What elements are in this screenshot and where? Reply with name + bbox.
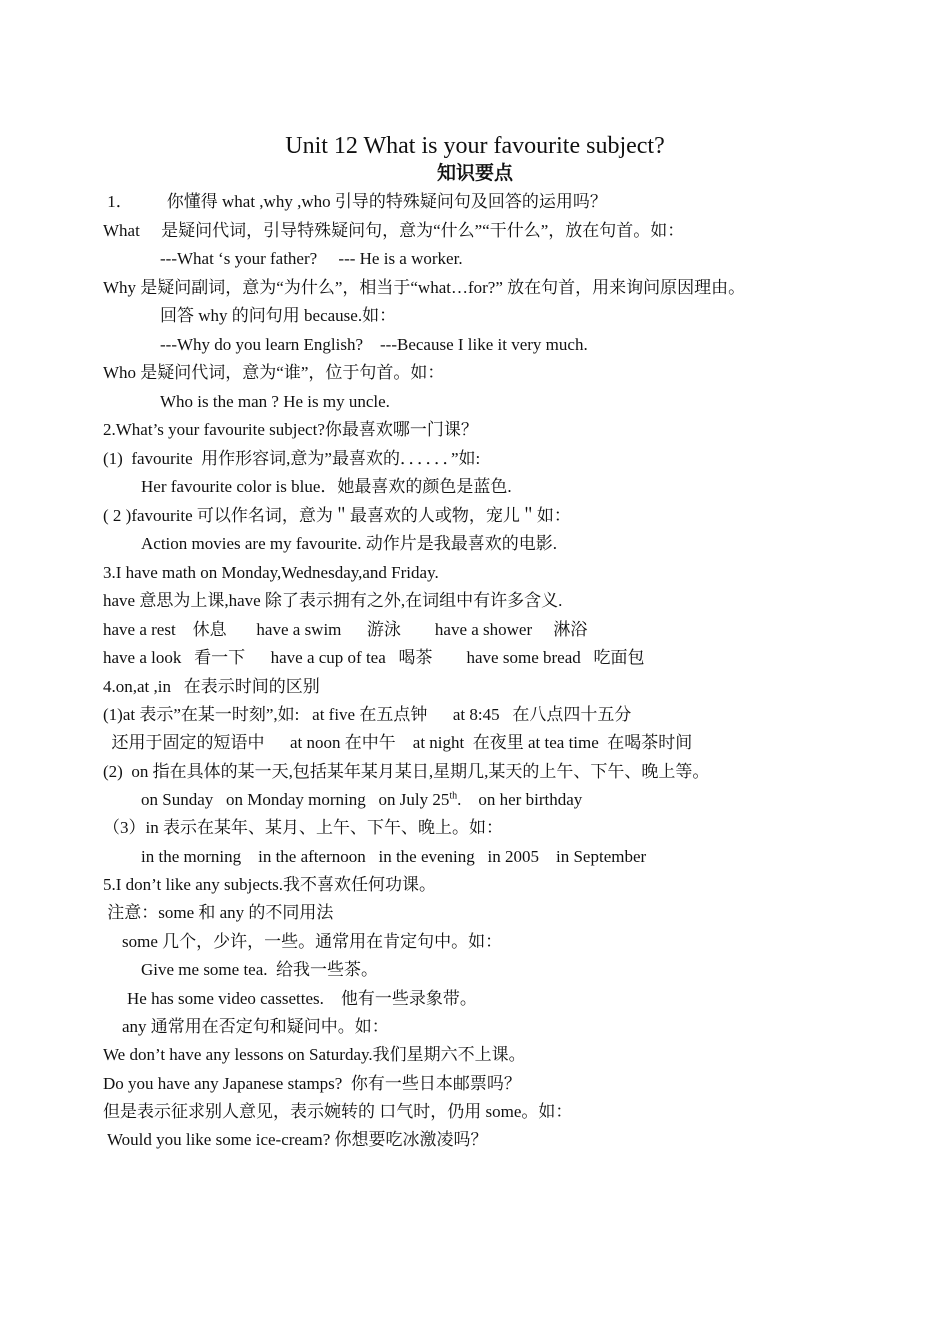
text-line: 2.What’s your favourite subject?你最喜欢哪一门课？ [103, 420, 478, 439]
text-line: He has some video cassettes. 他有一些录象带。 [127, 989, 477, 1008]
text-line: 5.I don’t like any subjects.我不喜欢任何功课。 [103, 875, 437, 894]
text-line: (2) on 指在具体的某一天,包括某年某月某日,星期几,某天的上午、下午、晚上等。 [103, 762, 710, 781]
text-line: Who is the man ? He is my uncle. [160, 392, 390, 411]
text-line: Who 是疑问代词，意为“谁”，位于句首。如： [103, 363, 445, 382]
text-line: What 是疑问代词，引导特殊疑问句，意为“什么”“干什么”，放在句首。如： [103, 221, 685, 240]
text-line: 回答 why 的问句用 because.如： [160, 306, 397, 325]
text-line: Do you have any Japanese stamps? 你有一些日本邮票吗？ [103, 1074, 521, 1093]
text-line: 还用于固定的短语中 at noon 在中午 at night 在夜里 at tea time 在喝茶时间 [103, 733, 693, 752]
text-line: in the morning in the afternoon in the evening in 2005 in September [141, 847, 647, 866]
text-line: 3.I have math on Monday,Wednesday,and Friday. [103, 563, 439, 582]
text-line: Her favourite color is blue．她最喜欢的颜色是蓝色. [141, 477, 512, 496]
text-line: (1) favourite 用作形容词,意为”最喜欢的．．．．．．”如: [103, 449, 481, 468]
text-line: 但是表示征求别人意见，表示婉转的 口气时，仍用 some。如： [103, 1102, 573, 1121]
text-line: （3）in 表示在某年、某月、上午、下午、晚上。如： [103, 818, 503, 837]
text-line: Why 是疑问副词，意为“为什么”，相当于“what…for?” 放在句首，用来询问原因理由。 [103, 278, 746, 297]
text-line: 注意：some 和 any 的不同用法 [103, 903, 334, 922]
text-line: have a rest 休息 have a swim 游泳 have a shower 淋浴 [103, 620, 588, 639]
text-line: 4.on,at ,in 在表示时间的区别 [103, 677, 320, 696]
text-line: ---Why do you learn English? ---Because I like it very much. [160, 335, 588, 354]
text-line: ( 2 )favourite 可以作名词，意为＂最喜欢的人或物，宠儿＂如： [103, 506, 571, 525]
text-line: Give me some tea. 给我一些茶。 [141, 960, 379, 979]
document-title: Unit 12 What is your favourite subject? [285, 133, 665, 159]
text-line: have 意思为上课,have 除了表示拥有之外,在词组中有许多含义. [103, 591, 563, 610]
text-line: (1)at 表示”在某一时刻”,如: at five 在五点钟 at 8:45 在八点四十五分 [103, 705, 632, 724]
text-line: any 通常用在否定句和疑问中。如： [122, 1017, 389, 1036]
text-line: ---What ‘s your father? --- He is a worker. [160, 249, 463, 268]
document-subtitle: 知识要点 [436, 162, 513, 184]
text-line-tail: . on her birthday [457, 790, 583, 809]
ordinal-superscript: th [449, 790, 458, 802]
text-line: 1． 你懂得 what ,why ,who 引导的特殊疑问句及回答的运用吗？ [103, 192, 607, 211]
text-line: Action movies are my favourite. 动作片是我最喜欢的电影. [141, 534, 557, 553]
text-line [141, 788, 582, 812]
text-line: We don’t have any lessons on Saturday.我们星期六不上课。 [103, 1045, 526, 1064]
text-line: some 几个，少许，一些。通常用在肯定句中。如： [122, 932, 503, 951]
text-line: have a look 看一下 have a cup of tea 喝茶 have some bread 吃面包 [103, 648, 645, 667]
text-line: Would you like some ice-cream? 你想要吃冰激凌吗？ [103, 1130, 488, 1149]
text-line-main: on Sunday on Monday morning on July 25 [141, 790, 450, 809]
